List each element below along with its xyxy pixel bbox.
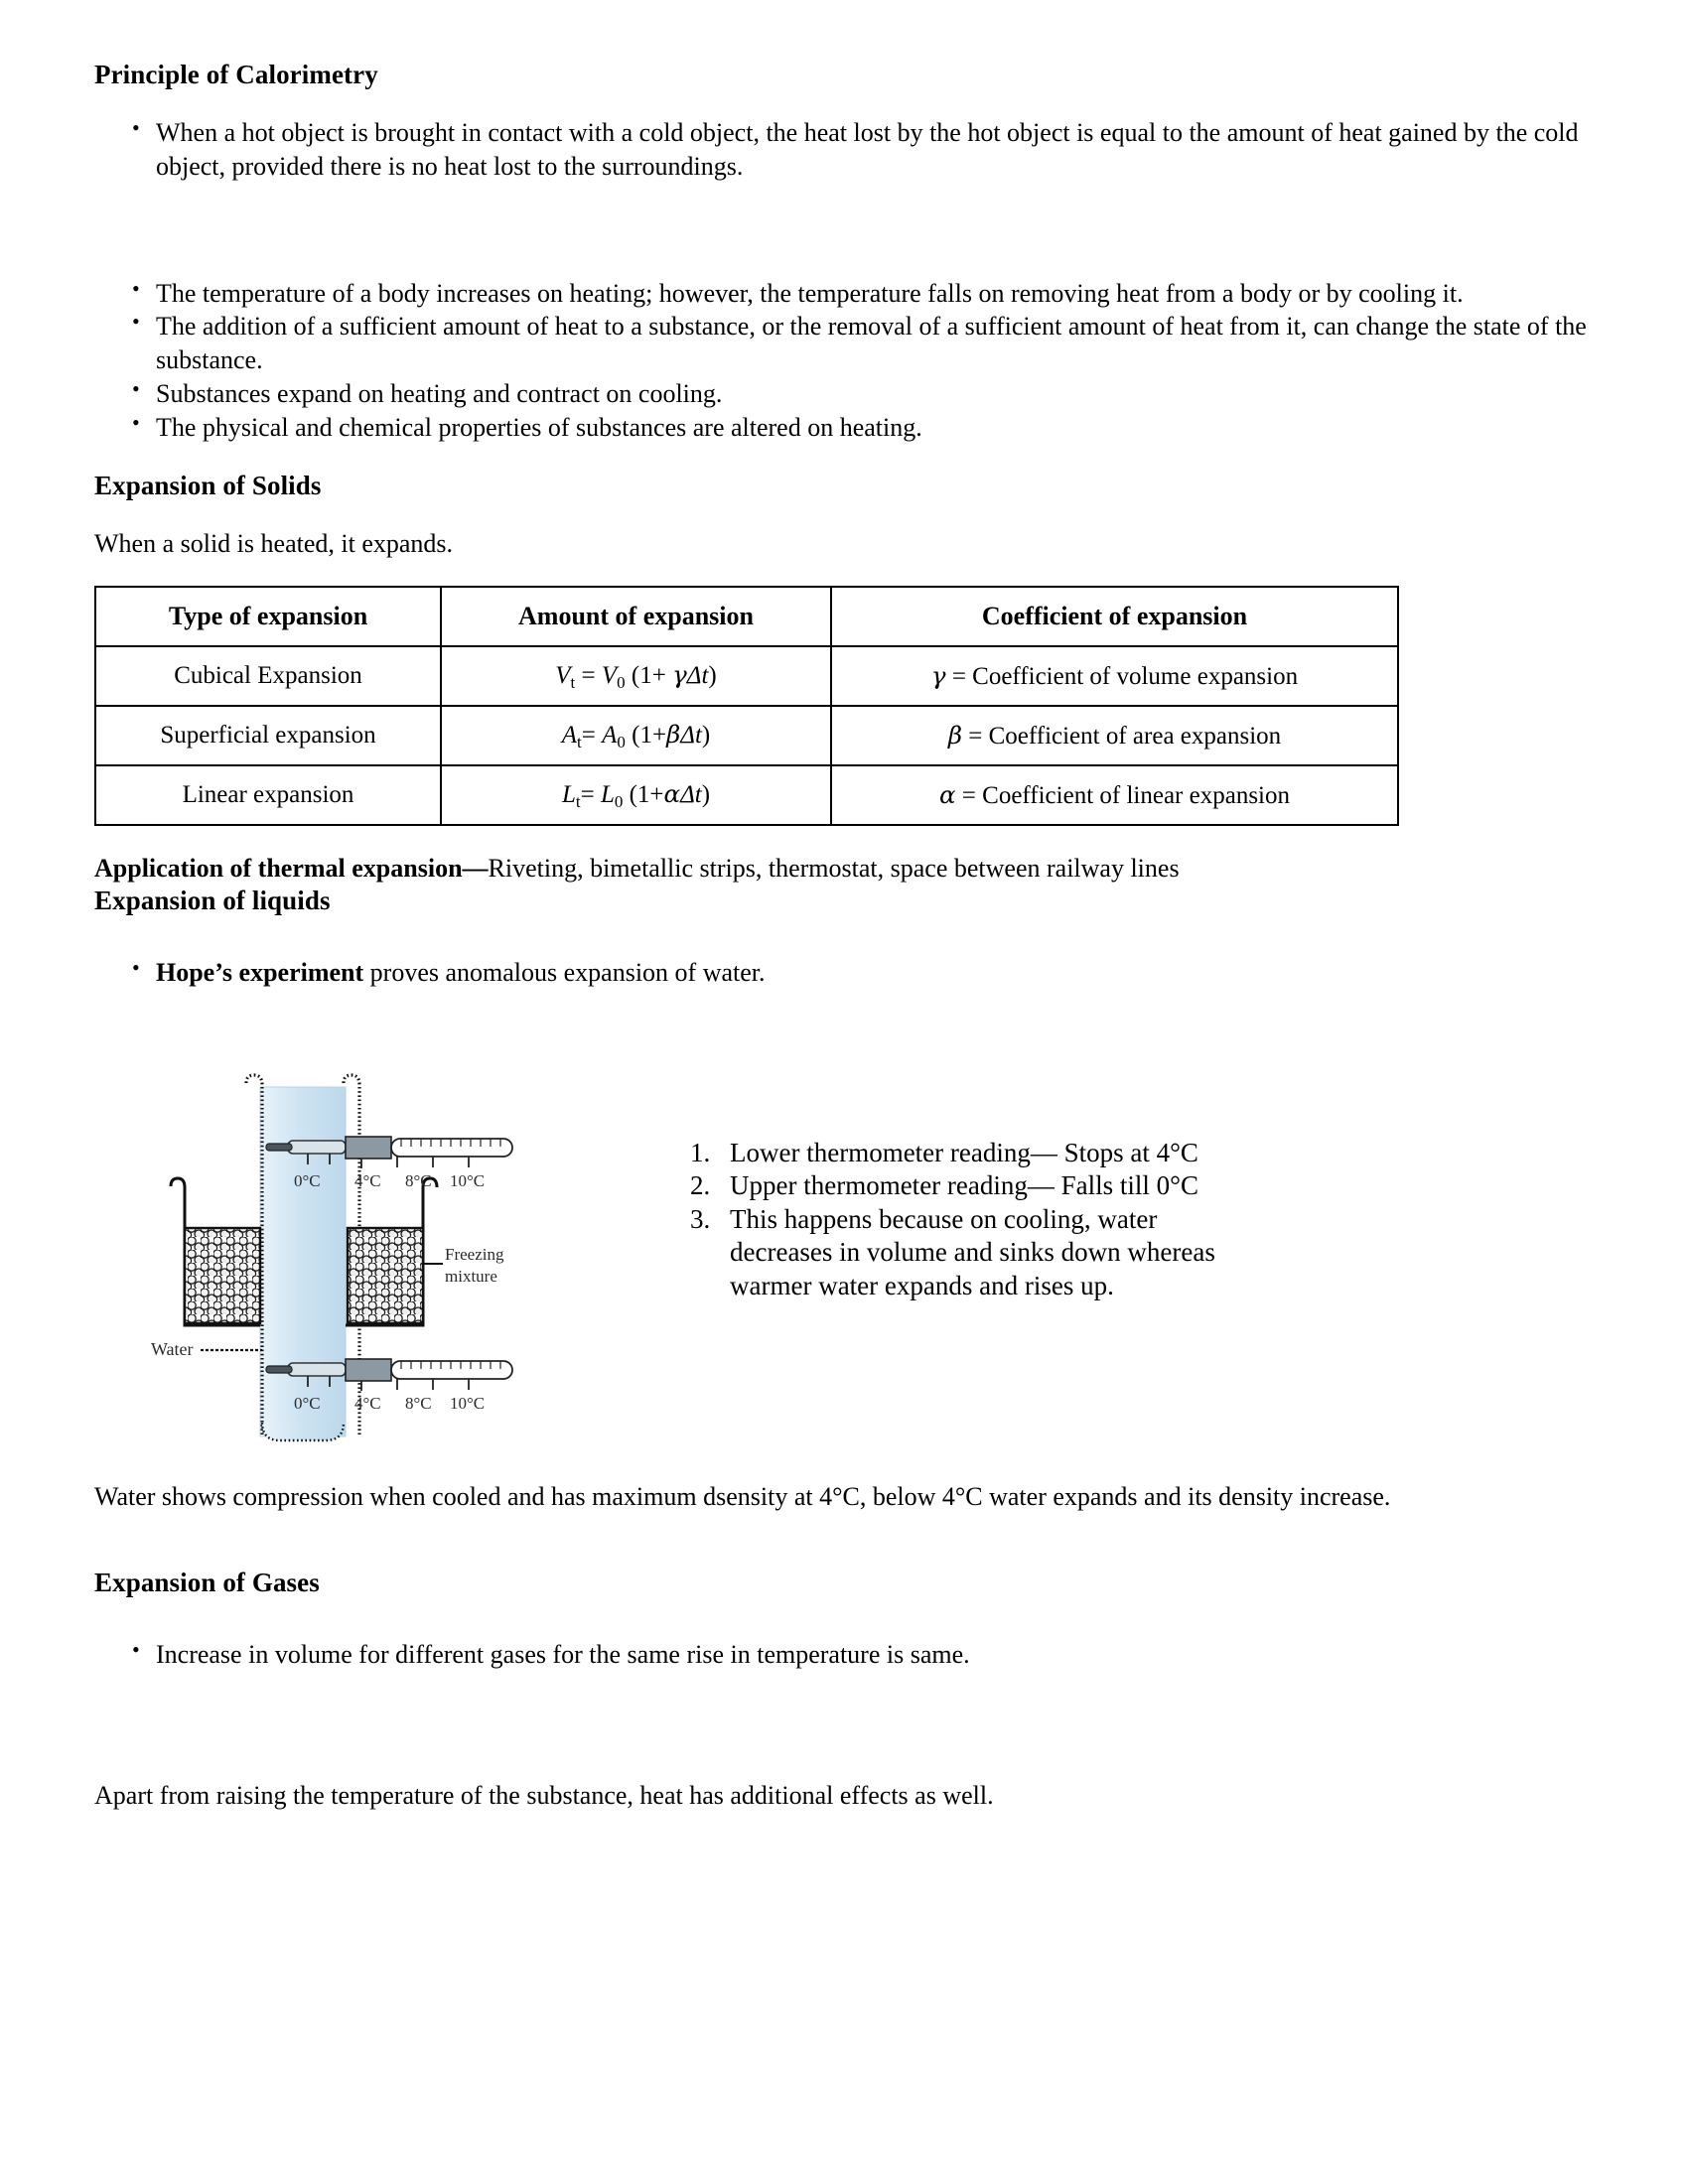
section-heading-expansion-of-solids: Expansion of Solids xyxy=(94,470,322,500)
formula-base: L xyxy=(600,781,615,808)
left-freezing-mixture-container xyxy=(171,1178,260,1325)
hope-experiment-label: Hope’s experiment xyxy=(156,958,364,988)
water-label-text: Water xyxy=(151,1338,194,1359)
formula-open: (1+ xyxy=(631,662,666,689)
solids-intro-text: When a solid is heated, it expands. xyxy=(94,528,454,558)
coefficient-symbol: α xyxy=(939,780,956,810)
table-col-header-amount: Amount of expansion xyxy=(441,587,831,646)
freezing-mixture-label xyxy=(423,1245,504,1286)
cell-coefficient xyxy=(831,646,1398,706)
list-item xyxy=(690,1169,1445,1202)
table-row xyxy=(95,765,1398,825)
numbered-observations xyxy=(690,1137,1445,1236)
list-index: 3. xyxy=(690,1203,711,1234)
scale-label: 4°C xyxy=(354,1393,381,1413)
formula-var: L xyxy=(561,781,576,808)
formula-base-sub: 0 xyxy=(617,672,626,692)
list-index: 2. xyxy=(690,1170,711,1201)
formula-var: V xyxy=(555,662,571,689)
list-text: Upper thermometer reading— Falls till 0°C xyxy=(730,1170,1198,1201)
formula-greek: β xyxy=(666,720,681,749)
water-label xyxy=(151,1339,262,1359)
hope-experiment-text: proves anomalous expansion of water. xyxy=(363,958,766,988)
list-item xyxy=(690,1203,1445,1236)
scale-label: 10°C xyxy=(450,1393,486,1413)
section-heading-expansion-of-gases: Expansion of Gases xyxy=(94,1567,320,1597)
formula-var: A xyxy=(561,722,578,749)
hope-experiment-figure-block xyxy=(94,1069,1609,1466)
coefficient-text: = Coefficient of volume expansion xyxy=(951,663,1299,691)
coefficient-text: = Coefficient of area expansion xyxy=(968,723,1282,751)
formula-delta: Δt xyxy=(680,781,702,808)
freezing-mixture-label-line2: mixture xyxy=(445,1266,497,1286)
cell-formula xyxy=(441,765,831,825)
list-continuation-line: decreases in volume and sinks down whereas xyxy=(730,1237,1215,1268)
table-col-header-coefficient: Coefficient of expansion xyxy=(831,587,1398,646)
cell-type: Linear expansion xyxy=(95,765,441,825)
expansion-table xyxy=(94,586,1399,826)
formula-sub: t xyxy=(570,672,576,692)
formula-close: ) xyxy=(708,662,717,689)
formula-base-sub: 0 xyxy=(614,791,624,811)
table-row xyxy=(95,646,1398,706)
formula-sub: t xyxy=(575,791,581,811)
cell-formula xyxy=(441,646,831,706)
formula-eq: = xyxy=(581,662,596,689)
formula-delta: Δt xyxy=(686,662,709,689)
cell-type: Cubical Expansion xyxy=(95,646,441,706)
gases-bullet-list xyxy=(94,1638,1609,1672)
application-text: Riveting, bimetallic strips, thermostat, space between railway lines xyxy=(488,854,1180,884)
cell-formula xyxy=(441,706,831,765)
formula-delta: Δt xyxy=(680,722,702,749)
cell-coefficient xyxy=(831,765,1398,825)
formula-open: (1+ xyxy=(629,781,664,808)
formula-base: A xyxy=(602,722,618,749)
table-col-header-type: Type of expansion xyxy=(95,587,441,646)
scale-label: 0°C xyxy=(294,1393,321,1413)
page-title: Principle of Calorimetry xyxy=(94,60,378,89)
list-text: This happens because on cooling, water xyxy=(730,1203,1158,1234)
scale-label: 8°C xyxy=(405,1393,432,1413)
heat-effects-bullet-list xyxy=(94,277,1609,445)
formula-eq: = xyxy=(580,781,595,808)
list-text: Lower thermometer reading— Stops at 4°C xyxy=(730,1137,1198,1167)
application-label: Application of thermal expansion— xyxy=(94,854,489,884)
list-item: • Substances expand on heating and contract on cooling. xyxy=(94,377,1609,411)
list-item: • The physical and chemical properties of substances are altered on heating. xyxy=(94,411,1609,445)
formula-base-sub: 0 xyxy=(617,732,626,751)
list-item: • When a hot object is brought in contact with a cold object, the heat lost by the hot object is equal to the amount of heat gained by the cold object, provided there is no heat lost to the surroundings. xyxy=(94,116,1609,184)
hope-observations-list xyxy=(690,1137,1445,1302)
list-item xyxy=(94,956,1609,990)
cell-coefficient xyxy=(831,706,1398,765)
section-heading-expansion-of-liquids: Expansion of liquids xyxy=(94,886,331,916)
list-index: 1. xyxy=(690,1137,711,1167)
formula-open: (1+ xyxy=(632,722,667,749)
water-column xyxy=(260,1087,346,1436)
vessel-base xyxy=(262,1423,344,1440)
list-item: • Increase in volume for different gases for the same rise in temperature is same. xyxy=(94,1638,1609,1672)
formula-close: ) xyxy=(701,722,711,749)
document-content xyxy=(94,60,1609,1812)
application-of-thermal-expansion-line xyxy=(94,852,1609,886)
coefficient-symbol: β xyxy=(947,721,962,751)
formula-eq: = xyxy=(581,722,596,749)
formula-close: ) xyxy=(701,781,711,808)
coefficient-text: = Coefficient of linear expansion xyxy=(961,782,1290,810)
hope-bullet-list xyxy=(94,956,1609,990)
coefficient-symbol: γ xyxy=(930,661,946,691)
water-density-paragraph: Water shows compression when cooled and has maximum dsensity at 4°C, below 4°C water expands and its density increase. xyxy=(94,1481,1391,1511)
scale-label: 0°C xyxy=(294,1170,321,1190)
list-item: • The addition of a sufficient amount of heat to a substance, or the removal of a sufficient amount of heat from it, can change the state of the substance. xyxy=(94,310,1609,377)
cell-type: Superficial expansion xyxy=(95,706,441,765)
formula-sub: t xyxy=(577,732,582,751)
formula-greek: α xyxy=(663,779,681,808)
list-item: • The temperature of a body increases on heating; however, the temperature falls on removing heat from a body or by cooling it. xyxy=(94,277,1609,311)
table-row xyxy=(95,706,1398,765)
scale-label: 4°C xyxy=(354,1170,381,1190)
scale-label: 8°C xyxy=(405,1170,432,1190)
freezing-mixture-label-line1: Freezing xyxy=(445,1244,504,1264)
calorimetry-bullet-list xyxy=(94,116,1609,184)
list-continuation-line: warmer water expands and rises up. xyxy=(730,1270,1114,1300)
hope-apparatus-diagram xyxy=(149,1069,626,1456)
formula-greek: γ xyxy=(672,660,687,689)
table-header-row xyxy=(95,587,1398,646)
list-item xyxy=(690,1137,1445,1169)
formula-base: V xyxy=(601,662,618,689)
closing-paragraph: Apart from raising the temperature of the substance, heat has additional effects as well. xyxy=(94,1780,994,1810)
scale-label: 10°C xyxy=(450,1170,486,1190)
